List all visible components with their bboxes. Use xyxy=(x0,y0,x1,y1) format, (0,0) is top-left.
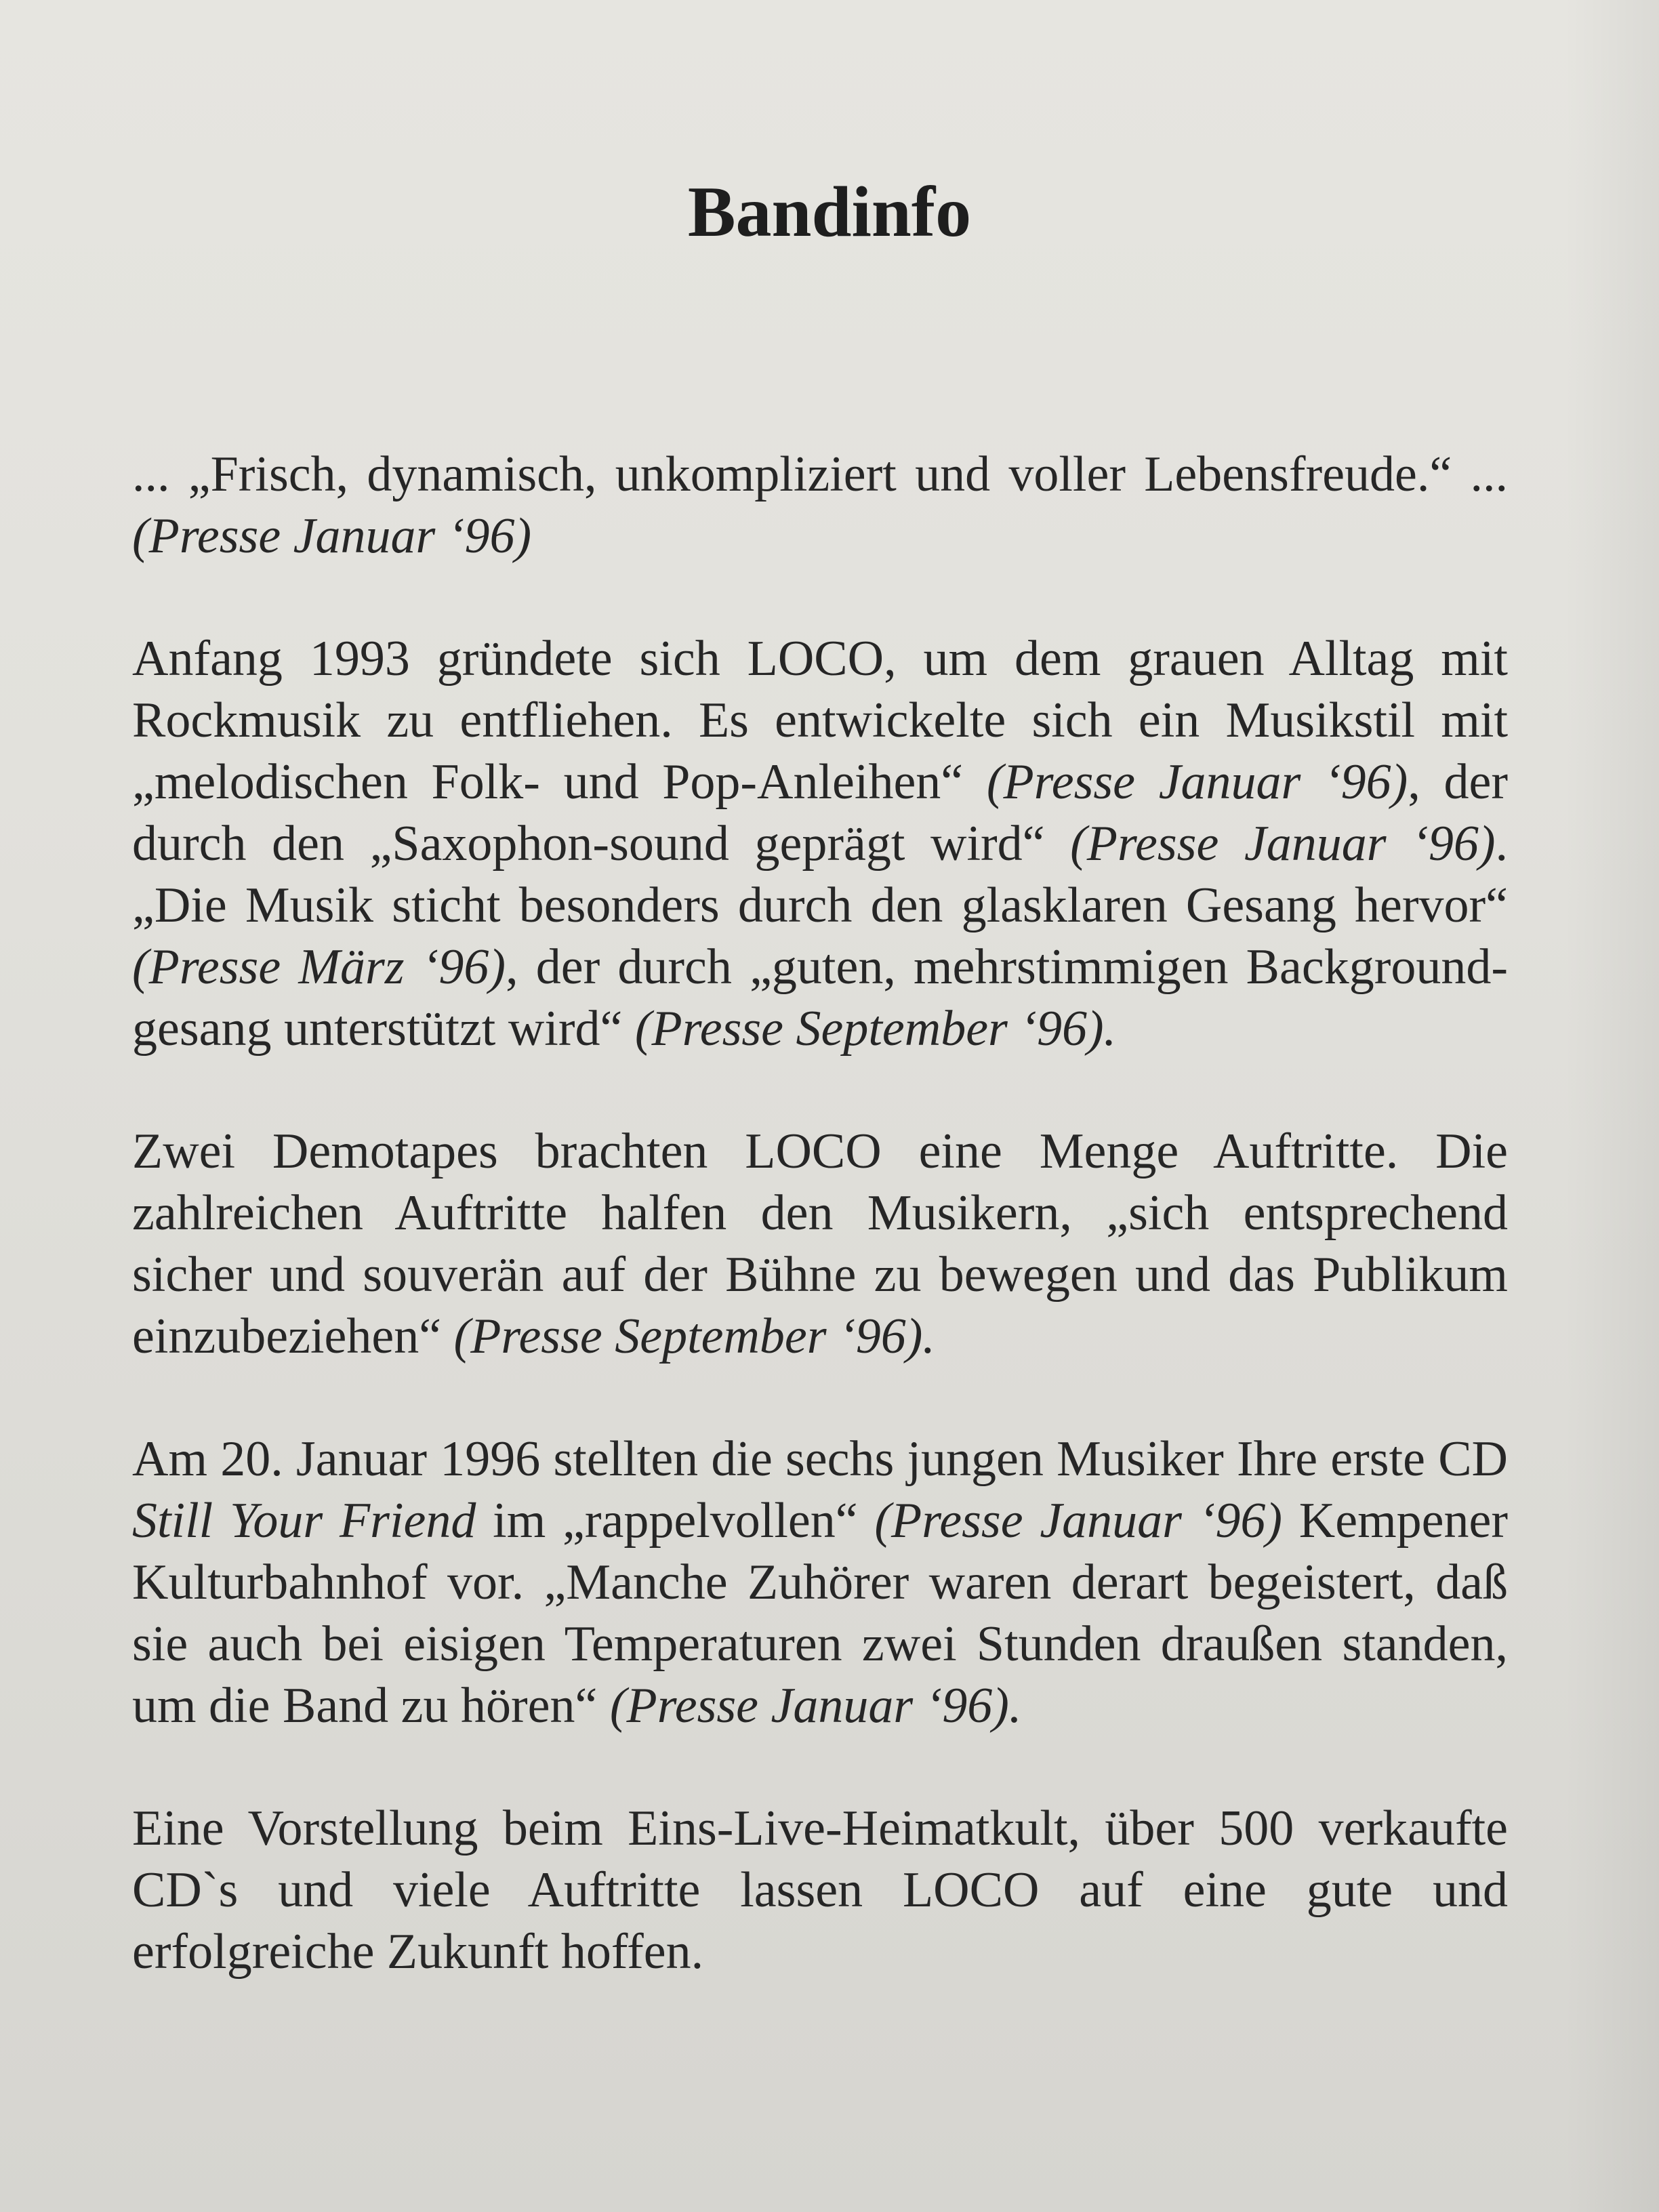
body-text xyxy=(132,444,1508,2044)
text-segment: . xyxy=(1103,1001,1117,1057)
text-segment: im „rappelvollen“ xyxy=(476,1493,875,1549)
page-title: Bandinfo xyxy=(687,172,972,251)
source-citation: (Presse Januar ‘96) xyxy=(132,508,532,564)
text-segment: . xyxy=(922,1309,935,1364)
text-segment: Eine Vorstellung beim Eins-Live-Heimatkult, über 500 verkaufte CD`s und viele Auftritte lassen LOCO auf eine gute und erfolgreiche Zukunft hoffen. xyxy=(132,1801,1508,1980)
paragraph-outlook xyxy=(132,1798,1508,1983)
paragraph-cd-release xyxy=(132,1429,1508,1737)
text-segment: . „Die Musik sticht besonders durch den glasklaren Gesang hervor“ xyxy=(132,816,1509,933)
text-segment: . xyxy=(1008,1678,1022,1734)
source-citation: (Presse Januar ‘96) xyxy=(609,1678,1009,1734)
paragraph-demotapes xyxy=(132,1121,1508,1368)
text-segment: , der durch den „Saxophon-sound geprägt wird“ xyxy=(132,754,1508,872)
paragraph-history xyxy=(132,628,1508,1060)
source-citation: (Presse Januar ‘96) xyxy=(986,754,1408,810)
text-segment: Am 20. Januar 1996 stellten die sechs jungen Musiker Ihre erste CD xyxy=(132,1431,1508,1487)
text-segment: Zwei Demotapes brachten LOCO eine Menge Auftritte. Die zahlreichen Auftritte halfen den Musikern, „sich entsprechend sicher und souverän auf der Bühne zu bewegen und das Publikum einzubeziehen“ xyxy=(132,1124,1508,1364)
source-citation: (Presse September ‘96) xyxy=(453,1309,923,1364)
source-citation: (Presse März ‘96) xyxy=(132,939,506,995)
source-citation: (Presse Januar ‘96) xyxy=(1070,816,1496,872)
text-segment: ... „Frisch, dynamisch, unkompliziert und voller Lebensfreude.“ ... xyxy=(132,447,1508,502)
text-segment: Anfang 1993 gründete sich LOCO, um dem grauen Alltag mit Rockmusik zu entfliehen. Es entwickelte sich ein Musikstil mit „melodischen Folk- und Pop-Anleihen“ xyxy=(132,631,1508,810)
source-citation: (Presse Januar ‘96) xyxy=(874,1493,1283,1549)
source-citation: (Presse September ‘96) xyxy=(634,1001,1104,1057)
text-segment: , der durch „guten, mehrstimmigen Background-gesang unterstützt wird“ xyxy=(132,939,1508,1057)
paragraph-quote xyxy=(132,444,1508,567)
text-segment: Kempener Kulturbahnhof vor. „Manche Zuhörer waren derart begeistert, daß sie auch bei eisigen Temperaturen zwei Stunden draußen standen, um die Band zu hören“ xyxy=(132,1493,1508,1734)
page-edge-shadow xyxy=(1564,0,1659,2212)
album-title: Still Your Friend xyxy=(132,1493,476,1549)
